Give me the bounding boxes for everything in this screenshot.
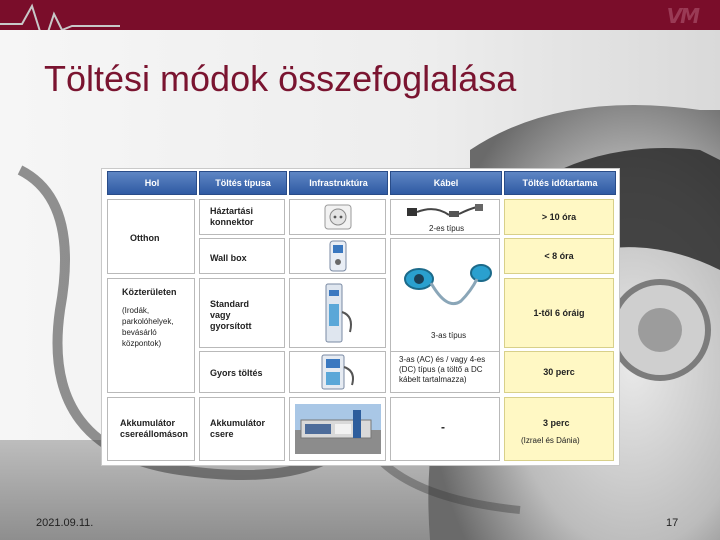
slide-title: Töltési módok összefoglalása [44, 58, 517, 99]
kabel-fast-text: 3-as (AC) és / vagy 4-es (DC) típus (a töltő a DC kábelt tartalmazza) [399, 355, 486, 384]
page-number: 17 [666, 517, 679, 529]
battery-swap-station-photo [295, 404, 381, 454]
kabel-type2-text: 2-es típus [429, 224, 465, 233]
hol-otthon-text: Otthon [130, 233, 160, 243]
ido-30min-text: 30 perc [543, 367, 575, 377]
vm-logo: VM [666, 4, 698, 28]
ido-1-6h-text: 1-től 6 óráig [533, 308, 585, 318]
ido-3min-sub: (Izrael és Dánia) [521, 436, 580, 445]
ido-3min-text: 3 perc [543, 418, 570, 428]
hol-kozterulet-text: Közterületen [122, 287, 177, 297]
cell-ido-10h [504, 199, 614, 235]
cell-tipus-gyors [199, 351, 285, 393]
cell-tipus-standard [199, 278, 285, 348]
cell-infra-standard [289, 278, 386, 348]
tipus-standard-text: Standard vagy gyorsított [210, 299, 252, 331]
hol-akkumulator-text: Akkumulátor csereállomáson [120, 418, 189, 439]
header-infrastruktura: Infrastruktúra [289, 171, 388, 195]
cell-ido-30min [504, 351, 614, 393]
cell-infra-wallbox [289, 238, 386, 274]
cell-tipus-wallbox [199, 238, 285, 274]
cell-kabel-type2 [390, 199, 500, 235]
cell-tipus-hazt [199, 199, 285, 235]
cell-hol-akkumulator [107, 397, 195, 461]
cell-kabel-fast [390, 351, 500, 393]
wallbox-icon [328, 240, 348, 272]
type3-cable-icon [397, 261, 497, 317]
header-hol: Hol [107, 171, 197, 195]
cell-ido-1-6h [504, 278, 614, 348]
cell-infra-fast [289, 351, 386, 393]
kabel-type3-text: 3-as típus [431, 331, 467, 340]
cell-hol-otthon [107, 199, 195, 274]
header-kabel: Kábel [390, 171, 502, 195]
tipus-gyors-text: Gyors töltés [210, 368, 263, 378]
tipus-wallbox-text: Wall box [210, 253, 247, 263]
wall-socket-icon [323, 203, 353, 231]
ido-8h-text: < 8 óra [544, 251, 574, 261]
slide-date: 2021.09.11. [36, 517, 94, 529]
cell-infra-socket [289, 199, 386, 235]
cell-ido-3min [504, 397, 614, 461]
header-toltes-tipusa: Töltés típusa [199, 171, 287, 195]
cell-kabel-none [390, 397, 500, 461]
tipus-csere-text: Akkumulátor csere [210, 418, 266, 439]
hol-kozterulet-sub: (Irodák, parkolóhelyek, bevásárló központok) [122, 306, 174, 348]
fast-charger-icon [316, 353, 360, 391]
tipus-hazt-text: Háztartási konnektor [210, 206, 254, 227]
cell-hol-kozterulet [107, 278, 195, 393]
charging-modes-table [101, 168, 620, 466]
ido-10h-text: > 10 óra [541, 212, 577, 222]
top-bar [0, 0, 720, 30]
type2-cable-icon [405, 203, 485, 221]
cell-ido-8h [504, 238, 614, 274]
cell-tipus-csere [199, 397, 285, 461]
header-toltes-idotartama: Töltés időtartama [504, 171, 616, 195]
kabel-none-text: - [441, 420, 445, 434]
cell-infra-swap [289, 397, 386, 461]
standard-charger-icon [318, 282, 358, 344]
